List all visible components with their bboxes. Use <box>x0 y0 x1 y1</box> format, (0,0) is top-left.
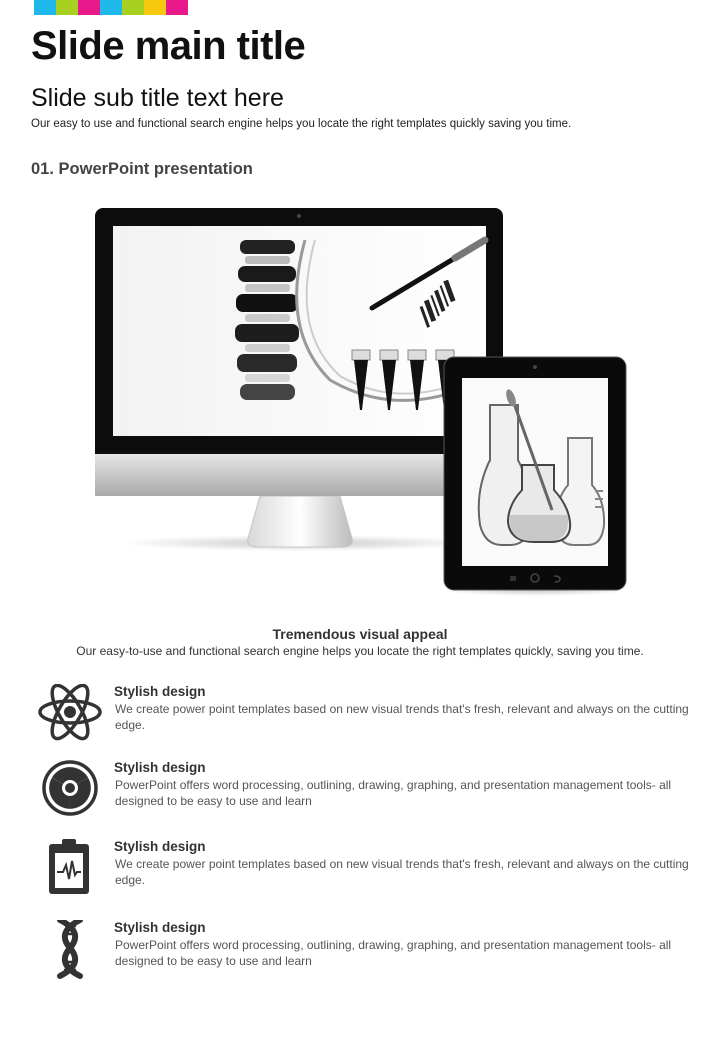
color-swatch <box>122 0 144 15</box>
tablet <box>440 357 630 596</box>
feature-item <box>38 839 698 905</box>
clipboard-heartbeat-icon <box>38 839 102 903</box>
radiation-icon <box>38 760 102 824</box>
color-swatch <box>78 0 100 15</box>
color-swatch <box>56 0 78 15</box>
feature-text: PowerPoint offers word processing, outlining, drawing, graphing, and presentation management tools- all designed to be easy to use and learn <box>115 778 672 808</box>
devices-illustration <box>90 200 635 600</box>
dna-icon <box>38 920 102 984</box>
feature-text: We create power point templates based on new visual trends that's fresh, relevant and always on the cutting edge. <box>115 702 689 732</box>
color-swatch <box>144 0 166 15</box>
feature-title: Stylish design <box>114 760 206 775</box>
color-swatch <box>100 0 122 15</box>
feature-title: Stylish design <box>114 684 206 699</box>
section-heading: 01. PowerPoint presentation <box>31 160 253 178</box>
desktop-monitor <box>95 208 503 551</box>
page-description: Our easy to use and functional search engine helps you locate the right templates quickly saving you time. <box>31 118 572 130</box>
atom-icon <box>38 684 102 748</box>
color-swatch <box>166 0 188 15</box>
feature-text: We create power point templates based on new visual trends that's fresh, relevant and always on the cutting edge. <box>115 857 689 887</box>
showcase-title: Tremendous visual appeal <box>272 626 448 642</box>
feature-text: PowerPoint offers word processing, outlining, drawing, graphing, and presentation management tools- all designed to be easy to use and learn <box>115 938 672 968</box>
feature-title: Stylish design <box>114 920 206 935</box>
page-title: Slide main title <box>31 24 306 68</box>
feature-item <box>38 920 698 986</box>
color-swatch <box>34 0 56 15</box>
feature-item <box>38 684 698 750</box>
feature-item <box>38 760 698 826</box>
feature-title: Stylish design <box>114 839 206 854</box>
page-subtitle: Slide sub title text here <box>31 84 284 112</box>
color-strip <box>34 0 188 15</box>
showcase-description: Our easy-to-use and functional search engine helps you locate the right templates quickly, saving you time. <box>76 644 644 658</box>
